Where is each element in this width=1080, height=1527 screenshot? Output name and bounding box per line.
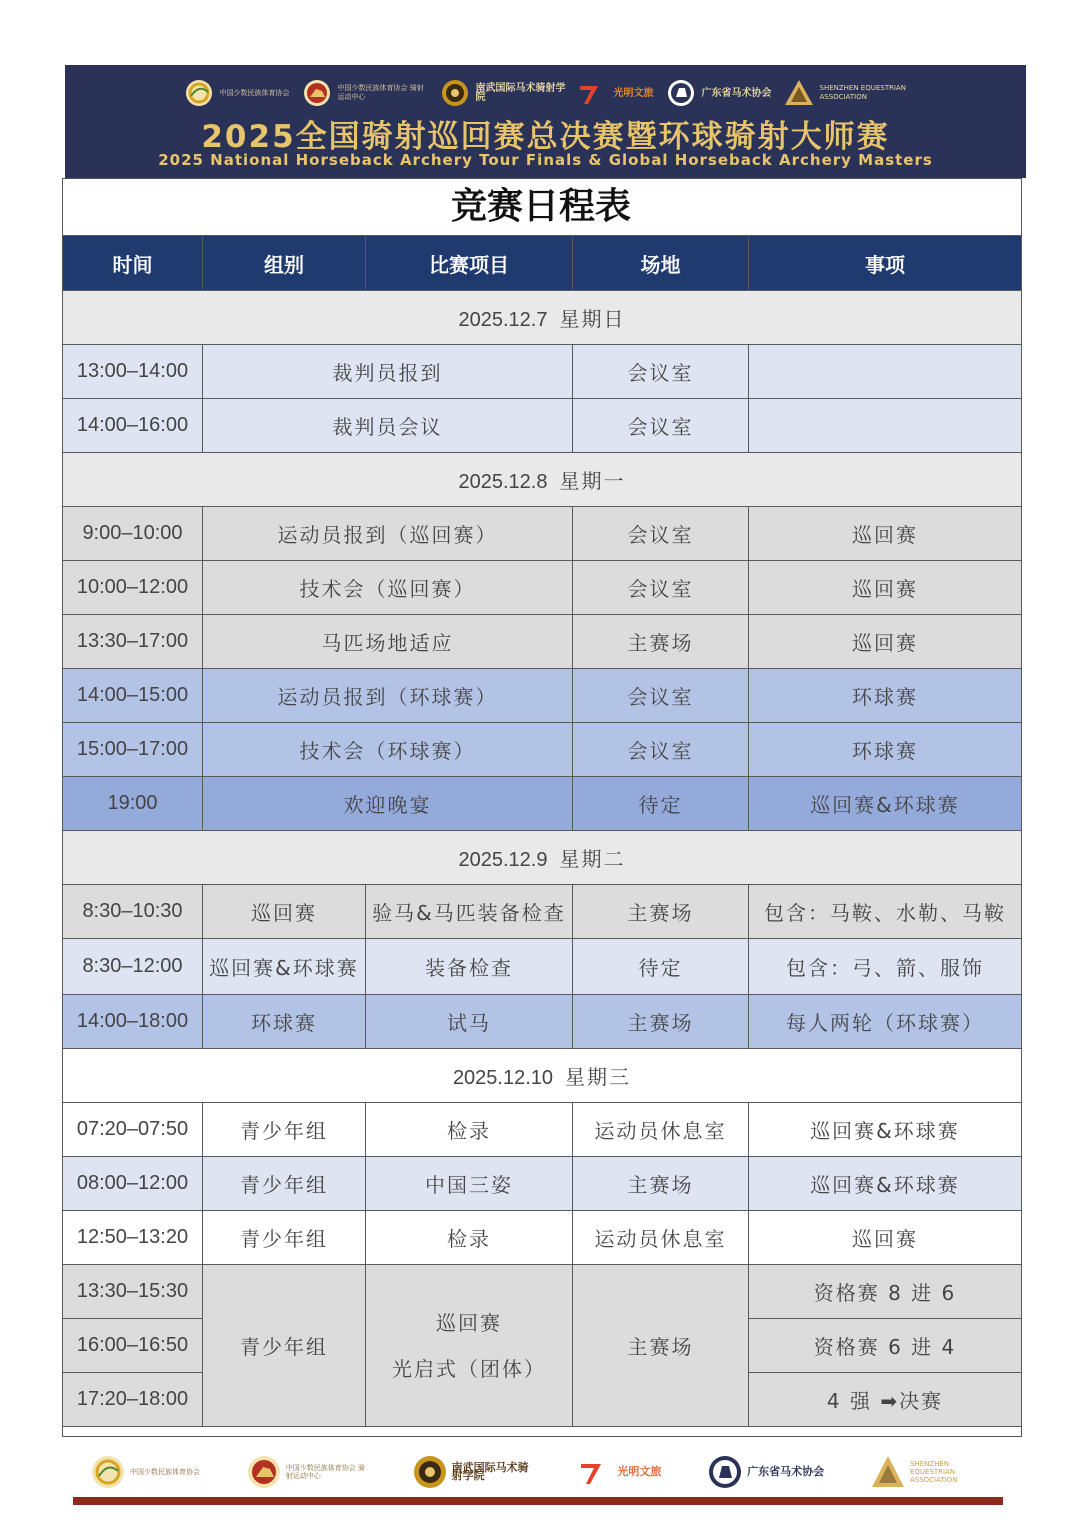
time-cell: 12:50–13:20 <box>63 1211 203 1265</box>
date-row <box>63 1049 1022 1103</box>
venue-cell: 待定 <box>573 777 749 831</box>
venue-cell: 主赛场 <box>573 1265 749 1427</box>
event-cell: 试马 <box>366 995 573 1049</box>
guangdong-equestrian-logo-icon <box>664 78 698 108</box>
group-cell: 环球赛 <box>203 995 366 1049</box>
nanwu-academy-logo-icon <box>412 1454 448 1490</box>
guangming-logo-icon <box>576 78 610 108</box>
table-row <box>63 885 1022 939</box>
logo-text: SHENZHEN EQUESTRIAN ASSOCIATION <box>909 1460 958 1484</box>
event-cell: 中国三姿 <box>366 1157 573 1211</box>
date-row <box>63 831 1022 885</box>
nanwu-academy-logo-icon <box>438 78 472 108</box>
venue-cell: 主赛场 <box>573 995 749 1049</box>
note-cell: 巡回赛 <box>749 507 1022 561</box>
footer-logo-guangming <box>577 1454 661 1490</box>
table-row <box>63 561 1022 615</box>
event-cell: 装备检查 <box>366 939 573 995</box>
weekday-label: 星期一 <box>559 469 626 493</box>
event-cell: 运动员报到（巡回赛） <box>203 507 573 561</box>
time-cell: 08:00–12:00 <box>63 1157 203 1211</box>
time-cell: 07:20–07:50 <box>63 1103 203 1157</box>
schedule-table <box>62 235 1022 1427</box>
time-cell: 13:30–15:30 <box>63 1265 203 1319</box>
note-cell: 巡回赛&环球赛 <box>749 1103 1022 1157</box>
event-cell: 裁判员报到 <box>203 345 573 399</box>
venue-cell: 运动员休息室 <box>573 1211 749 1265</box>
footer-bar <box>73 1497 1003 1505</box>
event-line: 光启式（团体） <box>392 1356 546 1381</box>
event-cell <box>366 1265 573 1427</box>
note-cell: 资格赛 8 进 6 <box>749 1265 1022 1319</box>
shenzhen-equestrian-logo-icon <box>870 1454 906 1490</box>
logo-text: 中国少数民族体育协会 骑射运动中心 <box>337 84 424 101</box>
footer-logo-nanwu-academy <box>412 1454 532 1490</box>
note-cell: 环球赛 <box>749 723 1022 777</box>
event-cell: 欢迎晚宴 <box>203 777 573 831</box>
logo-text: 光明文旅 <box>617 1465 662 1478</box>
note-cell: 巡回赛 <box>749 615 1022 669</box>
archery-association-logo-icon <box>246 1454 282 1490</box>
group-cell: 青少年组 <box>203 1103 366 1157</box>
time-cell: 14:00–16:00 <box>63 399 203 453</box>
logo-text: 中国少数民族体育协会 <box>219 88 290 97</box>
banner-title: 2025全国骑射巡回赛总决赛暨环球骑射大师赛 <box>201 119 890 155</box>
table-row <box>63 723 1022 777</box>
time-cell: 13:00–14:00 <box>63 345 203 399</box>
time-cell: 15:00–17:00 <box>63 723 203 777</box>
logo-ethnic-sports <box>182 78 290 108</box>
banner-subtitle: 2025 National Horseback Archery Tour Finals & Global Horseback Archery Masters <box>158 151 933 169</box>
event-line: 巡回赛 <box>436 1310 502 1335</box>
date-label: 2025.12.10 <box>452 1067 554 1089</box>
event-cell: 马匹场地适应 <box>203 615 573 669</box>
column-header: 事项 <box>749 236 1022 291</box>
schedule-title: 竞赛日程表 <box>450 186 631 227</box>
column-header: 场地 <box>573 236 749 291</box>
note-cell: 巡回赛&环球赛 <box>749 777 1022 831</box>
note-cell: 环球赛 <box>749 669 1022 723</box>
venue-cell: 主赛场 <box>573 885 749 939</box>
group-cell: 巡回赛&环球赛 <box>203 939 366 995</box>
note-cell: 每人两轮（环球赛） <box>749 995 1022 1049</box>
time-cell: 14:00–18:00 <box>63 995 203 1049</box>
date-label: 2025.12.7 <box>458 309 548 331</box>
logo-text: 中国少数民族体育协会 骑射运动中心 <box>285 1464 366 1480</box>
column-header: 组别 <box>203 236 366 291</box>
table-row <box>63 399 1022 453</box>
table-row <box>63 995 1022 1049</box>
venue-cell: 会议室 <box>573 507 749 561</box>
logo-guangming <box>576 78 654 108</box>
logo-archery-association <box>300 78 428 108</box>
logo-shenzhen-equestrian <box>782 78 910 108</box>
event-cell: 检录 <box>366 1211 573 1265</box>
date-label: 2025.12.9 <box>458 849 548 871</box>
table-row <box>63 507 1022 561</box>
note-cell: 包含：弓、箭、服饰 <box>749 939 1022 995</box>
table-row <box>63 1103 1022 1157</box>
table-row <box>63 1157 1022 1211</box>
column-header: 时间 <box>63 236 203 291</box>
date-row <box>63 291 1022 345</box>
note-cell <box>749 345 1022 399</box>
logo-guangdong-equestrian <box>664 78 772 108</box>
footer-logo-guangdong-equestrian <box>707 1454 824 1490</box>
logo-text: 广东省马术协会 <box>747 1465 825 1478</box>
note-cell: 4 强 ➡决赛 <box>749 1373 1022 1427</box>
venue-cell: 会议室 <box>573 561 749 615</box>
time-cell: 16:00–16:50 <box>63 1319 203 1373</box>
time-cell: 9:00–10:00 <box>63 507 203 561</box>
logo-row <box>65 73 1026 113</box>
event-cell: 技术会（巡回赛） <box>203 561 573 615</box>
table-row <box>63 1265 1022 1319</box>
table-row <box>63 345 1022 399</box>
venue-cell: 待定 <box>573 939 749 995</box>
footer-logo-row <box>90 1450 990 1494</box>
note-cell: 巡回赛 <box>749 1211 1022 1265</box>
logo-text: 南武国际马术骑射学院 <box>451 1461 529 1482</box>
guangming-logo-icon <box>577 1454 613 1490</box>
group-cell: 青少年组 <box>203 1157 366 1211</box>
logo-text: SHENZHEN EQUESTRIAN ASSOCIATION <box>819 84 906 101</box>
logo-text: 南武国际马术骑射学院 <box>475 83 566 103</box>
event-cell: 验马&马匹装备检查 <box>366 885 573 939</box>
event-cell: 检录 <box>366 1103 573 1157</box>
table-row <box>63 669 1022 723</box>
note-cell: 包含：马鞍、水勒、马鞍 <box>749 885 1022 939</box>
table-row <box>63 777 1022 831</box>
venue-cell: 主赛场 <box>573 1157 749 1211</box>
ethnic-sports-logo-icon <box>90 1454 126 1490</box>
group-cell: 巡回赛 <box>203 885 366 939</box>
table-row <box>63 615 1022 669</box>
logo-text: 广东省马术协会 <box>701 87 772 99</box>
time-cell: 10:00–12:00 <box>63 561 203 615</box>
footer-logo-archery-association <box>246 1454 366 1490</box>
header-banner <box>65 65 1026 178</box>
note-cell: 巡回赛 <box>749 561 1022 615</box>
note-cell: 资格赛 6 进 4 <box>749 1319 1022 1373</box>
time-cell: 8:30–12:00 <box>63 939 203 995</box>
date-row <box>63 453 1022 507</box>
time-cell: 14:00–15:00 <box>63 669 203 723</box>
note-cell: 巡回赛&环球赛 <box>749 1157 1022 1211</box>
group-cell: 青少年组 <box>203 1265 366 1427</box>
date-label: 2025.12.8 <box>458 471 548 493</box>
venue-cell: 会议室 <box>573 345 749 399</box>
table-header-row <box>63 236 1022 291</box>
table-row <box>63 1211 1022 1265</box>
footer-logo-ethnic-sports <box>90 1454 200 1490</box>
event-cell: 运动员报到（环球赛） <box>203 669 573 723</box>
footer-logo-shenzhen-equestrian <box>870 1454 990 1490</box>
shenzhen-equestrian-logo-icon <box>782 78 816 108</box>
column-header: 比赛项目 <box>366 236 573 291</box>
venue-cell: 主赛场 <box>573 615 749 669</box>
table-row <box>63 939 1022 995</box>
archery-association-logo-icon <box>300 78 334 108</box>
note-cell <box>749 399 1022 453</box>
venue-cell: 会议室 <box>573 723 749 777</box>
time-cell: 19:00 <box>63 777 203 831</box>
group-cell: 青少年组 <box>203 1211 366 1265</box>
time-cell: 17:20–18:00 <box>63 1373 203 1427</box>
weekday-label: 星期三 <box>565 1065 632 1089</box>
guangdong-equestrian-logo-icon <box>707 1454 743 1490</box>
logo-text: 光明文旅 <box>613 87 654 99</box>
time-cell: 8:30–10:30 <box>63 885 203 939</box>
logo-nanwu-academy <box>438 78 566 108</box>
venue-cell: 会议室 <box>573 399 749 453</box>
time-cell: 13:30–17:00 <box>63 615 203 669</box>
event-cell: 技术会（环球赛） <box>203 723 573 777</box>
logo-text: 中国少数民族体育协会 <box>130 1468 200 1476</box>
venue-cell: 会议室 <box>573 669 749 723</box>
ethnic-sports-logo-icon <box>182 78 216 108</box>
weekday-label: 星期二 <box>559 847 626 871</box>
venue-cell: 运动员休息室 <box>573 1103 749 1157</box>
event-cell: 裁判员会议 <box>203 399 573 453</box>
weekday-label: 星期日 <box>559 307 626 331</box>
